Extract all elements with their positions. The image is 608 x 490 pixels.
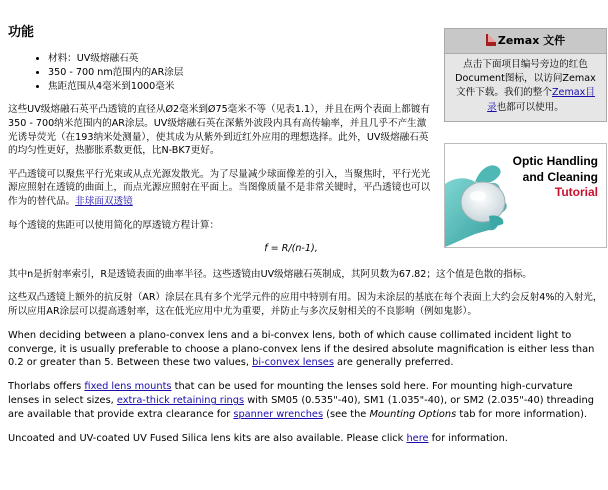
feature-item: • 材料：UV级熔融石英 [48,52,604,66]
aspheric-doublet-link[interactable]: 非球面双透镜 [75,195,133,207]
feature-item: • 350 - 700 nm范围内的AR涂层 [48,66,604,80]
ar-coating-paragraph: 这些双凸透镜上额外的抗反射（AR）涂层在具有多个光学元件的应用中特别有用。因为未涂层的基底在每个表面上大约会反射4%的入射光，所以应用AR涂层可以提高透射率，这在低光应用中尤为重要，并防止与多次反射相关的不良影响（例如鬼影）。 [8,292,603,317]
zemax-files-box [444,28,607,122]
variables-paragraph: 其中n是折射率索引，R是透镜表面的曲率半径。这些透镜由UV级熔融石英制成，其阿贝数为67.82；这个值是色散的指标。 [8,268,532,280]
lens-kits-here-link[interactable]: here [406,433,429,445]
spanner-wrenches-link[interactable]: spanner wrenches [233,409,324,421]
mounting-paragraph: Thorlabs offers fixed lens mounts that can be used for mounting the lenses sold here. For mounting high-curvature lenses in select sizes, extra-thick retaining rings with SM05 (0.535"-40), SM1 (1.035"-40), or SM2 (2.035"-40) threading are available that provide extra clearance for spanner wrenches (see the Mounting Options tab for more information). [8,381,594,421]
focus-paragraph: 平凸透镜可以聚焦平行光束或从点光源发散光。为了尽量减少球面像差的引入，当聚焦时，平行光光源应照射在透镜的曲面上，而点光源应照射在平面上。当图像质量不是非常关键时，平凸透镜也可以作为的替代品。非球面双透镜 [8,168,431,207]
lens-choice-paragraph: When deciding between a plano-convex lens and a bi-convex lens, both of which cause collimated incident light to converge, it is usually preferable to choose a plano-convex lens if the desired absolute magnification is either less than 0.2 or greater than 5. Between these two values, bi-convex lenses are generally preferred. [8,329,595,369]
lens-kits-paragraph: Uncoated and UV-coated UV Fused Silica lens kits are also available. Please click here for information. [8,433,508,445]
retaining-rings-link[interactable]: extra-thick retaining rings [116,395,245,407]
feature-item: • 焦距范围从4毫米到1000毫米 [48,80,604,94]
zemax-box-header: Zemax 文件 [445,29,606,54]
equation-intro: 每个透镜的焦距可以使用简化的厚透镜方程计算： [8,219,220,231]
zemax-catalog-link[interactable]: Zemax目录 [487,87,595,113]
zemax-box-body: 点击下面项目编号旁边的红色Document图标，以访问Zemax文件下载。我们的整个Zemax目录也都可以使用。 [455,58,596,113]
fixed-lens-mounts-link[interactable]: fixed lens mounts [84,381,172,393]
section-heading: 功能 [8,25,35,40]
pdf-document-icon [486,34,496,46]
optic-handling-tutorial-banner[interactable] [444,143,607,248]
intro-paragraph: 这些UV级熔融石英平凸透镜的直径从Ø2毫米到Ø75毫米不等（见表1.1），并且在两个表面上都镀有350 - 700纳米范围内的AR涂层。UV级熔融石英在深紫外波段内具有高传输率，并且几乎不产生激光诱导荧光（在193纳米处测量），使其成为从紫外到近红外应用的理想选择。此外，UV级熔融石英的均匀性更好，热膨胀系数更低，比N-BK7更好。 [8,104,431,157]
lens-equation: f = R/(n-1), [264,243,318,255]
tutorial-title: Optic Handling and Cleaning Tutorial [512,154,598,200]
bi-convex-lenses-link[interactable]: bi-convex lenses [252,357,334,369]
